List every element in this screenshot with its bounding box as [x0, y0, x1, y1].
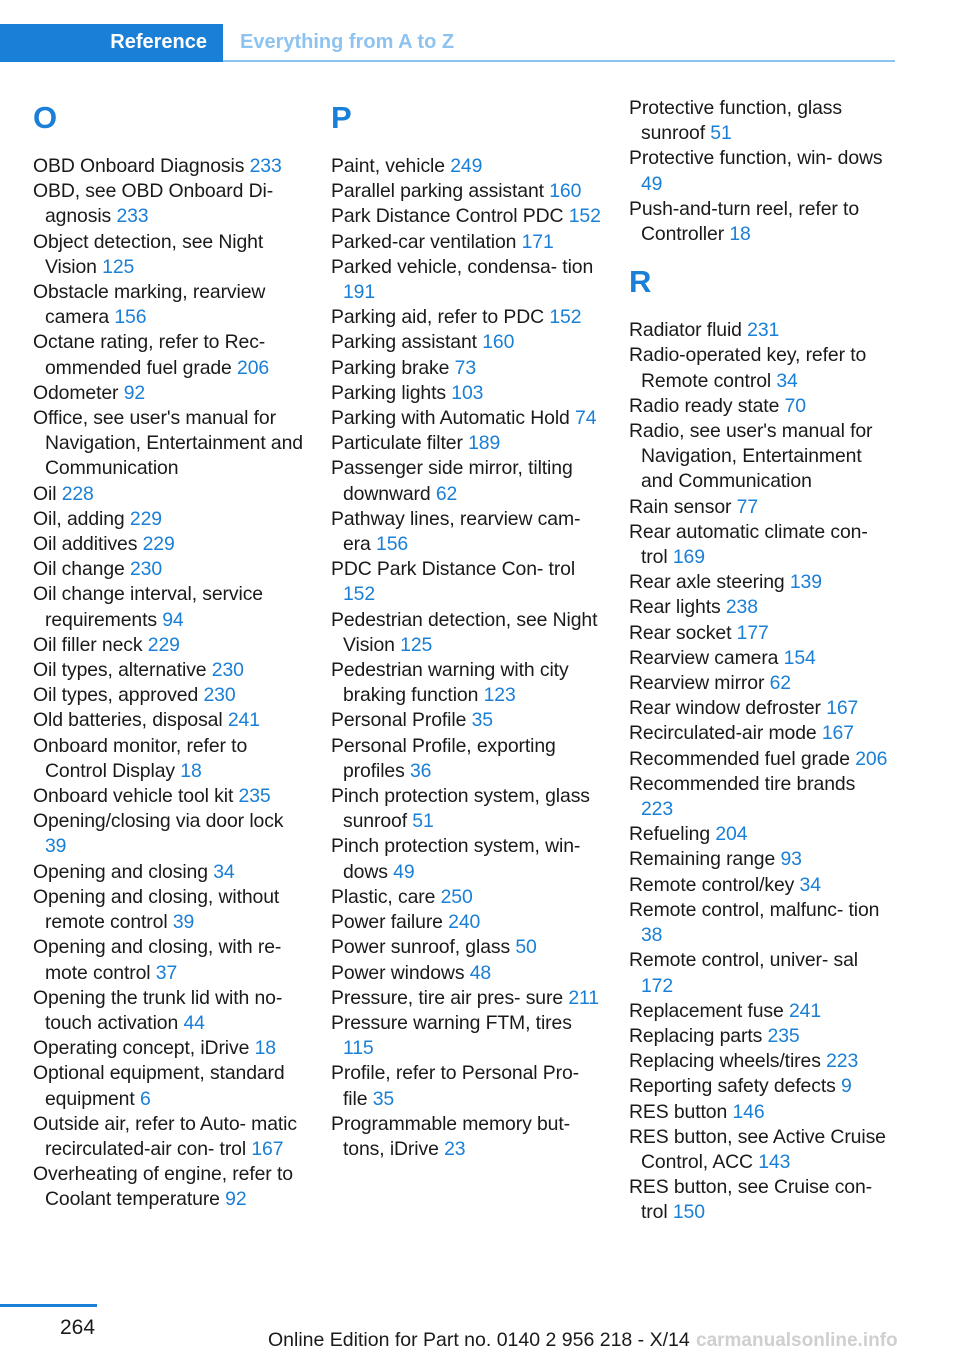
page-link[interactable]: 240	[448, 911, 481, 934]
index-entry	[33, 885, 305, 935]
page-link[interactable]: 206	[237, 356, 270, 379]
entry-term: Parking aid, refer to PDC	[331, 306, 550, 329]
index-entry	[331, 179, 603, 204]
index-entry	[629, 671, 889, 696]
entry-term: Particulate filter	[331, 432, 469, 455]
entry-term: Optional equipment, standard equipment	[33, 1062, 285, 1110]
entry-term: Power sunroof, glass	[331, 936, 516, 959]
entry-term: OBD Onboard Diagnosis	[33, 155, 250, 177]
entry-term: Obstacle marking, rearview camera	[33, 281, 266, 329]
page-link[interactable]: 189	[468, 432, 501, 455]
entry-term: Old batteries, disposal	[33, 709, 228, 732]
entry-term: Pinch protection system, glass sunroof	[331, 785, 590, 833]
entry-term: Rear automatic climate con- trol	[629, 520, 868, 569]
index-entry	[331, 935, 603, 960]
page-link[interactable]: 223	[826, 1050, 859, 1073]
entry-term: RES button, see Cruise con- trol	[629, 1176, 873, 1224]
page-link[interactable]: 70	[784, 394, 806, 417]
page-link[interactable]: 39	[45, 835, 67, 858]
page-link[interactable]: 74	[575, 407, 597, 430]
entry-term: Radio-operated key, refer to Remote control	[629, 344, 867, 392]
section-label: Reference	[110, 31, 207, 53]
index-entry	[33, 683, 305, 708]
entry-term: Outside air, refer to Auto- matic recirculated-air con- trol	[33, 1112, 297, 1160]
page-link[interactable]: 156	[114, 306, 147, 329]
index-entry	[33, 381, 305, 406]
entry-term: Paint, vehicle	[331, 155, 451, 177]
entry-term: Passenger side mirror, tilting downward	[331, 457, 573, 505]
page-link[interactable]: 172	[641, 974, 674, 997]
index-entry	[33, 330, 305, 380]
index-entry	[331, 330, 603, 355]
page-link[interactable]: 154	[783, 646, 816, 669]
entry-term: Oil additives	[33, 533, 143, 556]
page-link[interactable]: 18	[254, 1037, 276, 1060]
page-link[interactable]: 152	[568, 205, 601, 228]
entry-term: Odometer	[33, 381, 124, 404]
index-entry	[33, 1162, 305, 1212]
entry-term: Replacement fuse	[629, 999, 789, 1022]
page-link[interactable]: 211	[568, 986, 599, 1009]
entry-term: Rear axle steering	[629, 571, 790, 594]
page-link[interactable]: 230	[203, 684, 236, 707]
page-link[interactable]: 36	[410, 759, 432, 782]
page-link[interactable]: 34	[776, 369, 798, 392]
index-entry	[33, 557, 305, 582]
page-link[interactable]: 249	[450, 155, 483, 177]
index-entry	[629, 847, 889, 872]
entry-term: Push-and-turn reel, refer to Controller	[629, 197, 860, 246]
entry-term: Parking brake	[331, 356, 455, 379]
entry-term: Pressure, tire air pres- sure	[331, 986, 569, 1009]
index-entry	[629, 999, 889, 1024]
entry-term: Radio ready state	[629, 394, 785, 417]
page-link[interactable]: 235	[238, 785, 271, 808]
page-link[interactable]: 34	[213, 860, 235, 883]
index-entry	[629, 343, 889, 393]
edition-note: Online Edition for Part no. 0140 2 956 218 - X/14	[268, 1329, 690, 1351]
page-link[interactable]: 115	[343, 1037, 374, 1060]
index-entry	[331, 230, 603, 255]
page-link[interactable]: 235	[767, 1024, 800, 1047]
index-entry	[629, 1175, 889, 1225]
index-entry	[33, 708, 305, 733]
section-tab	[0, 24, 223, 62]
page-link[interactable]: 34	[799, 873, 821, 896]
entry-term: RES button, see Active Cruise Control, ACC	[629, 1125, 886, 1173]
entry-term: Remote control, malfunc- tion	[629, 898, 880, 921]
entry-term: OBD, see OBD Onboard Di- agnosis	[33, 180, 274, 228]
index-entry	[629, 394, 889, 419]
page-link[interactable]: 223	[641, 798, 674, 821]
index-entry	[33, 280, 305, 330]
index-entry	[331, 986, 603, 1011]
entry-term: Oil types, approved	[33, 684, 204, 707]
entry-term: Operating concept, iDrive	[33, 1037, 255, 1060]
page-link[interactable]: 233	[116, 205, 149, 228]
index-entry	[629, 646, 889, 671]
index-entry	[331, 658, 603, 708]
entry-term: Oil change interval, service requirements	[33, 583, 263, 631]
page-link[interactable]: 139	[789, 571, 822, 594]
entry-term: Personal Profile	[331, 709, 472, 732]
index-entry	[629, 146, 889, 196]
index-entry	[33, 784, 305, 809]
index-entry	[331, 1011, 603, 1061]
index-entry	[629, 570, 889, 595]
entry-term: Parking lights	[331, 381, 452, 404]
entry-term: Replacing wheels/tires	[629, 1050, 827, 1073]
page-link[interactable]: 229	[147, 633, 180, 656]
entry-term: Radiator fluid	[629, 319, 748, 342]
index-entry	[629, 495, 889, 520]
index-entry	[629, 873, 889, 898]
section-letter: O	[33, 100, 58, 135]
index-entry	[33, 809, 305, 859]
page-link[interactable]: 93	[780, 848, 802, 871]
page-link[interactable]: 228	[61, 482, 94, 505]
index-entry	[331, 1061, 603, 1111]
entry-term: Pressure warning FTM, tires	[331, 1011, 572, 1034]
entry-term: Office, see user's manual for Navigation, Entertainment and Communication	[33, 407, 303, 480]
index-entry	[331, 381, 603, 406]
page-link[interactable]: 152	[343, 583, 376, 606]
page-link[interactable]: 231	[747, 319, 780, 342]
entry-term: Remaining range	[629, 848, 781, 871]
entry-term: Remote control/key	[629, 873, 800, 896]
page-link[interactable]: 167	[826, 697, 859, 720]
entry-term: Rain sensor	[629, 495, 737, 518]
index-entry	[629, 318, 889, 343]
index-entry	[331, 456, 603, 506]
entry-term: Object detection, see Night Vision	[33, 230, 264, 278]
page-link[interactable]: 35	[471, 709, 493, 732]
entry-term: Power windows	[331, 961, 470, 984]
page-link[interactable]: 123	[483, 684, 516, 707]
index-entry	[331, 507, 603, 557]
index-entry	[629, 419, 889, 495]
footer-rule	[0, 1304, 97, 1307]
index-entry	[331, 1112, 603, 1162]
index-section	[629, 96, 889, 247]
entry-term: Oil change	[33, 558, 130, 581]
page-link[interactable]: 6	[139, 1087, 151, 1110]
page-link[interactable]: 125	[400, 633, 433, 656]
section-letter: P	[331, 100, 352, 135]
page-link[interactable]: 146	[732, 1100, 765, 1123]
page-link[interactable]: 238	[725, 596, 758, 619]
index-entry	[33, 1112, 305, 1162]
entry-term: RES button	[629, 1100, 733, 1123]
index-entry	[33, 1061, 305, 1111]
entry-term: Parked-car ventilation	[331, 230, 522, 253]
index-entry	[33, 154, 305, 179]
entry-term: Pathway lines, rearview cam- era	[331, 507, 581, 556]
index-entry	[331, 885, 603, 910]
entry-term: Plastic, care	[331, 885, 441, 908]
page-link[interactable]: 156	[376, 533, 409, 556]
index-entry	[629, 1024, 889, 1049]
page-link[interactable]: 9	[841, 1075, 852, 1098]
index-entry	[629, 747, 889, 772]
entry-term: Rear window defroster	[629, 697, 827, 720]
index-column-2	[331, 96, 603, 1162]
page-link[interactable]: 38	[641, 924, 663, 947]
page-link[interactable]: 167	[821, 722, 854, 745]
index-entry	[629, 898, 889, 948]
page-link[interactable]: 50	[515, 936, 537, 959]
index-entry	[33, 532, 305, 557]
index-entry	[33, 986, 305, 1036]
subsection-label: Everything from A to Z	[240, 31, 455, 53]
entry-term: Protective function, win- dows	[629, 147, 883, 170]
index-entry	[629, 1074, 889, 1099]
index-entry	[33, 507, 305, 532]
entry-term: Opening and closing, without remote control	[33, 885, 280, 934]
index-entry	[33, 734, 305, 784]
index-entry	[33, 230, 305, 280]
index-section	[629, 260, 889, 1225]
entry-term: Parking assistant	[331, 331, 483, 354]
index-section	[33, 96, 305, 1213]
page-link[interactable]: 250	[440, 885, 473, 908]
index-entry	[33, 860, 305, 885]
page-link[interactable]: 125	[102, 255, 135, 278]
entry-term: Pedestrian detection, see Night Vision	[331, 608, 598, 656]
entry-term: Park Distance Control PDC	[331, 205, 569, 228]
index-entry	[629, 721, 889, 746]
entry-term: Reporting safety defects	[629, 1075, 841, 1098]
entry-term: Overheating of engine, refer to Coolant temperature	[33, 1163, 293, 1211]
entry-term: Recommended fuel grade	[629, 747, 856, 770]
page-link[interactable]: 204	[715, 823, 748, 846]
entry-term: Oil	[33, 482, 62, 505]
index-entry	[629, 520, 889, 570]
entry-term: Parked vehicle, condensa- tion	[331, 255, 594, 278]
index-entry	[629, 621, 889, 646]
page-link[interactable]: 230	[130, 558, 163, 581]
index-entry	[33, 582, 305, 632]
index-entry	[629, 772, 889, 822]
page-link[interactable]: 177	[736, 621, 769, 644]
entry-term: Power failure	[331, 911, 449, 934]
page-link[interactable]: 44	[183, 1011, 205, 1034]
index-entry	[331, 734, 603, 784]
entry-term: Onboard vehicle tool kit	[33, 785, 239, 808]
page-link[interactable]: 49	[393, 860, 415, 883]
entry-term: Programmable memory but- tons, iDrive	[331, 1112, 570, 1160]
index-entry	[629, 822, 889, 847]
entry-term: Refueling	[629, 823, 716, 846]
index-section	[331, 96, 603, 1162]
page-link[interactable]: 94	[162, 608, 184, 631]
page-number: 264	[60, 1316, 96, 1339]
page-link[interactable]: 35	[372, 1087, 395, 1110]
entry-term: Protective function, glass sunroof	[629, 97, 842, 145]
index-entry	[629, 1125, 889, 1175]
index-entry	[331, 834, 603, 884]
index-entry	[331, 255, 603, 305]
page-link[interactable]: 23	[444, 1137, 466, 1160]
page-link[interactable]: 233	[249, 155, 282, 177]
index-entry	[629, 948, 889, 998]
index-entry	[331, 708, 603, 733]
page-link[interactable]: 241	[788, 999, 822, 1022]
index-entry	[629, 96, 889, 146]
page-link[interactable]: 229	[129, 507, 162, 530]
entry-term: Profile, refer to Personal Pro- file	[331, 1062, 580, 1110]
index-entry	[331, 305, 603, 330]
page-link[interactable]: 37	[155, 961, 178, 984]
index-entry	[331, 784, 603, 834]
index-entry	[33, 406, 305, 482]
page-link[interactable]: 171	[521, 230, 554, 253]
index-entry	[331, 431, 603, 456]
entry-term: Opening/closing via door lock	[33, 810, 284, 833]
entry-term: Radio, see user's manual for Navigation, Entertainment and Communication	[629, 420, 873, 493]
page-link[interactable]: 73	[454, 356, 477, 379]
index-entry	[331, 557, 603, 607]
page-header	[0, 24, 895, 62]
entry-term: Pinch protection system, win- dows	[331, 835, 581, 883]
header-rule	[223, 60, 895, 62]
entry-term: Opening and closing, with re- mote control	[33, 936, 282, 984]
page-link[interactable]: 229	[142, 533, 175, 556]
page-link[interactable]: 103	[451, 381, 484, 404]
entry-term: Opening and closing	[33, 860, 214, 883]
entry-term: Octane rating, refer to Rec- ommended fuel grade	[33, 331, 266, 379]
page-link[interactable]: 160	[549, 180, 582, 203]
page-link[interactable]: 18	[729, 223, 751, 246]
page-link[interactable]: 150	[672, 1201, 705, 1224]
entry-term: Rearview camera	[629, 646, 784, 669]
entry-term: Rearview mirror	[629, 672, 770, 695]
entry-term: PDC Park Distance Con- trol	[331, 558, 576, 581]
page-link[interactable]: 92	[225, 1188, 247, 1211]
entry-term: Remote control, univer- sal	[629, 949, 859, 972]
index-entry	[331, 154, 603, 179]
index-entry	[629, 696, 889, 721]
page-link[interactable]: 206	[855, 747, 888, 770]
index-entry	[629, 595, 889, 620]
entry-term: Pedestrian warning with city braking function	[331, 659, 569, 707]
watermark-text: carmanualsonline.info	[696, 1330, 898, 1351]
page-link[interactable]: 51	[710, 122, 732, 145]
page-link[interactable]: 160	[482, 331, 515, 354]
page-link[interactable]: 39	[172, 911, 195, 934]
entry-term: Personal Profile, exporting profiles	[331, 734, 556, 782]
page-link[interactable]: 48	[469, 961, 492, 984]
index-entry	[331, 961, 603, 986]
index-entry	[331, 204, 603, 229]
index-column-3	[629, 96, 889, 1226]
entry-term: Onboard monitor, refer to Control Display	[33, 734, 248, 782]
index-column-1	[33, 96, 305, 1213]
index-entry	[33, 633, 305, 658]
entry-term: Recommended tire brands	[629, 772, 856, 795]
entry-term: Opening the trunk lid with no- touch activation	[33, 986, 283, 1034]
page-link[interactable]: 92	[123, 381, 146, 404]
index-entry	[629, 197, 889, 247]
index-entry	[331, 608, 603, 658]
page-link[interactable]: 51	[412, 810, 434, 833]
page-link[interactable]: 62	[769, 672, 791, 695]
page-link[interactable]: 143	[758, 1150, 791, 1173]
page-link[interactable]: 62	[435, 482, 458, 505]
index-entry	[629, 1100, 889, 1125]
index-entry	[33, 658, 305, 683]
page-link[interactable]: 241	[227, 709, 260, 732]
entry-term: Oil types, alternative	[33, 659, 212, 682]
index-entry	[33, 1036, 305, 1061]
index-entry	[33, 935, 305, 985]
index-entry	[33, 482, 305, 507]
index-entry	[33, 179, 305, 229]
page-link[interactable]: 191	[343, 281, 376, 304]
entry-term: Rear lights	[629, 596, 726, 619]
section-letter: R	[629, 264, 652, 300]
entry-term: Recirculated-air mode	[629, 722, 822, 745]
index-entry	[331, 356, 603, 381]
page-link[interactable]: 169	[672, 546, 705, 569]
entry-term: Parking with Automatic Hold	[331, 407, 576, 430]
entry-term: Oil filler neck	[33, 633, 148, 656]
index-entry	[331, 910, 603, 935]
entry-term: Rear socket	[629, 621, 737, 644]
page-link[interactable]: 230	[211, 659, 244, 682]
entry-term: Replacing parts	[629, 1024, 768, 1047]
page-link[interactable]: 152	[549, 306, 582, 329]
index-entry	[331, 406, 603, 431]
entry-term: Oil, adding	[33, 507, 130, 530]
page-link[interactable]: 77	[736, 495, 759, 518]
page-link[interactable]: 49	[641, 172, 663, 195]
page-link[interactable]: 167	[251, 1137, 284, 1160]
index-entry	[629, 1049, 889, 1074]
entry-term: Parallel parking assistant	[331, 180, 550, 203]
page-link[interactable]: 18	[180, 759, 202, 782]
